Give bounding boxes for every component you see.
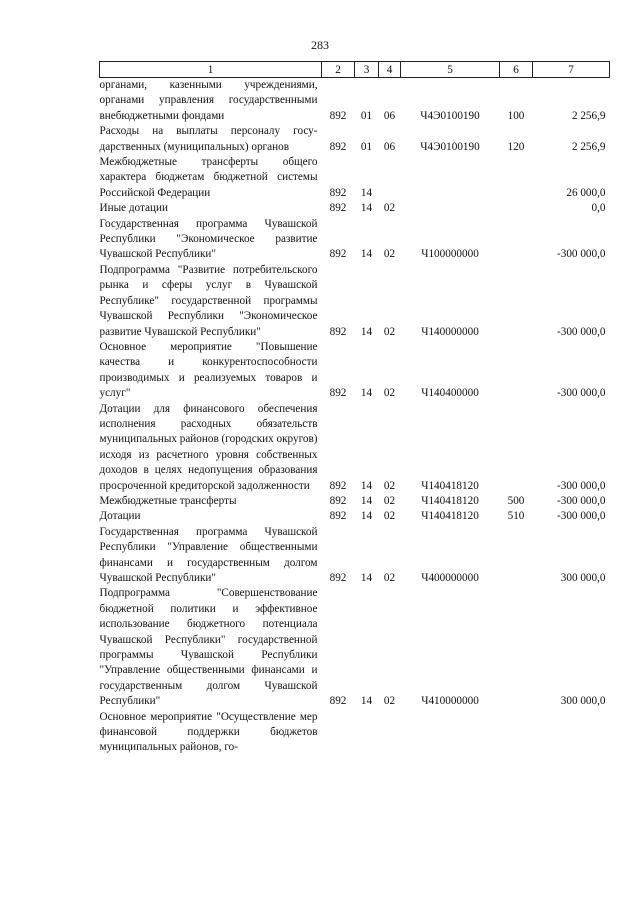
subsection-code-cell: 02 [383,202,396,215]
ministry-code-cell: 892 [329,479,347,492]
subsection-code-cell: 02 [383,572,396,584]
target-article-cell: Ч410000000 [421,695,479,708]
expense-type-cell [500,155,533,201]
column-header: 3 [355,62,379,78]
ministry-code-cell: 892 [329,695,347,708]
section-code-cell: 14 [360,695,373,708]
target-article-cell: Ч4Э0100190 [420,109,480,122]
section-code-cell: 14 [360,572,373,584]
target-article-cell: Ч400000000 [421,572,479,584]
expense-type-cell [500,217,533,263]
section-code-cell: 14 [360,479,373,492]
target-article-cell: Ч4Э0100190 [420,140,480,153]
budget-table [99,61,610,756]
target-article-cell: Ч140418120 [421,494,479,507]
target-article-cell: Ч140000000 [421,325,479,338]
ministry-code-cell: 892 [329,510,347,523]
table-row [100,78,610,125]
table-row [100,710,610,756]
amount-cell: 2 256,9 [571,109,606,122]
table-row [100,263,610,340]
item-name-cell: Межбюджетные трансферты [99,494,237,507]
expense-type-cell [500,525,533,587]
table-row [100,340,610,402]
section-code-cell: 14 [360,186,373,199]
amount-cell: 300 000,0 [560,572,606,584]
table-row [100,509,610,524]
section-code-cell: 14 [360,510,373,523]
section-code-cell: 14 [360,202,373,215]
expense-type-cell [500,710,533,756]
subsection-code-cell [379,710,401,756]
ministry-code-cell [322,710,355,756]
table-row [100,494,610,509]
subsection-code-cell: 02 [383,510,396,523]
item-name-cell: Иные дотации [99,202,168,215]
section-code-cell: 14 [360,248,373,261]
target-article-cell [401,201,500,216]
section-code-cell: 01 [360,109,373,122]
amount-cell: -300 000,0 [557,325,606,338]
table-row [100,586,610,709]
page-number: 283 [311,38,329,52]
table-row [100,217,610,263]
item-name-cell: органами, казенными учреждениями, органами управления государственными внебюджетными фондами [99,79,318,122]
item-name-cell: Основное мероприятие "Повышение качества и конкурентоспособности производимых и реализуемых товаров и услуг" [99,340,318,400]
amount-cell: 26 000,0 [566,186,606,199]
amount-cell: -300 000,0 [557,479,606,492]
item-name-cell: Государственная программа Чувашской Республики "Экономическое развитие Чувашской Республики" [99,217,318,261]
table-row [100,124,610,155]
expense-type-cell [500,201,533,216]
amount-cell: 2 256,9 [571,140,606,153]
item-name-cell: Подпрограмма "Развитие потребительского рынка и сферы услуг в Чувашской Республике" государственной программы Чувашской Республики "Экономическое развитие Чувашской Республики" [99,263,318,338]
table-body [100,78,610,756]
item-name-cell: Подпрограмма "Совершенствование бюджетной политики и эффективное использование бюджетного потенциала Чувашской Республики" государственной программы Чувашской Республики "Управление общественными финансами и государственным долгом Чувашской Республики" [99,587,318,708]
expense-type-cell [500,586,533,709]
amount-cell: -300 000,0 [557,387,606,400]
table-header-row [100,62,610,78]
ministry-code-cell: 892 [329,186,347,199]
amount-cell: 0,0 [591,202,606,215]
ministry-code-cell: 892 [329,325,347,338]
amount-cell: -300 000,0 [557,248,606,261]
subsection-code-cell: 06 [383,109,396,122]
amount-cell: 300 000,0 [560,695,606,708]
section-code-cell: 14 [360,325,373,338]
subsection-code-cell: 06 [383,140,396,153]
ministry-code-cell: 892 [329,248,347,261]
amount-cell [533,710,610,756]
expense-type-cell [500,340,533,402]
column-header: 5 [401,62,500,78]
item-name-cell: Расходы на выплаты персоналу государственных (муниципальных) органов [99,125,318,153]
target-article-cell: Ч140418120 [421,479,479,492]
section-code-cell: 14 [360,494,373,507]
target-article-cell: Ч100000000 [421,248,479,261]
expense-type-cell: 100 [507,109,525,122]
item-name-cell: Дотации для финансового обеспечения исполнения расходных обязательств муниципальных районов (городских округов) исходя из расчетного уровня собственных доходов в целях недопущения образования просроченной кредиторской задолженности [99,402,318,492]
section-code-cell: 14 [360,387,373,400]
section-code-cell [355,710,379,756]
target-article-cell [401,710,500,756]
expense-type-cell: 120 [507,140,525,153]
table-row [100,402,610,494]
subsection-code-cell: 02 [383,494,396,507]
target-article-cell: Ч140400000 [421,387,479,400]
amount-cell: -300 000,0 [557,510,606,523]
ministry-code-cell: 892 [329,109,347,122]
table-row [100,525,610,587]
table-row [100,155,610,201]
subsection-code-cell: 02 [383,387,396,400]
ministry-code-cell: 892 [329,202,347,215]
column-header: 1 [100,62,322,78]
expense-type-cell: 510 [507,510,525,523]
item-name-cell: Межбюджетные трансферты общего характера бюджетам бюджетной системы Российской Федерации [99,156,318,199]
ministry-code-cell: 892 [329,140,347,153]
subsection-code-cell: 02 [383,325,396,338]
table-row [100,201,610,216]
expense-type-cell [500,402,533,494]
subsection-code-cell: 02 [383,479,396,492]
target-article-cell [401,155,500,201]
ministry-code-cell: 892 [329,387,347,400]
expense-type-cell: 500 [507,494,525,507]
subsection-code-cell [379,155,401,201]
column-header: 6 [500,62,533,78]
section-code-cell: 01 [360,140,373,153]
column-header: 4 [379,62,401,78]
item-name-cell: Государственная программа Чувашской Республики "Управление общественными финансами и государственным долгом Чувашской Республики" [99,525,318,584]
column-header: 7 [533,62,610,78]
subsection-code-cell: 02 [383,695,396,708]
subsection-code-cell: 02 [383,248,396,261]
item-name-cell: Дотации [99,510,141,523]
item-name-cell: Основное мероприятие "Осуществление мер финансовой поддержки бюджетов муниципальных районов, го- [99,710,318,754]
expense-type-cell [500,263,533,340]
column-header: 2 [322,62,355,78]
ministry-code-cell: 892 [329,572,347,584]
target-article-cell: Ч140418120 [421,510,479,523]
amount-cell: -300 000,0 [557,494,606,507]
ministry-code-cell: 892 [329,494,347,507]
